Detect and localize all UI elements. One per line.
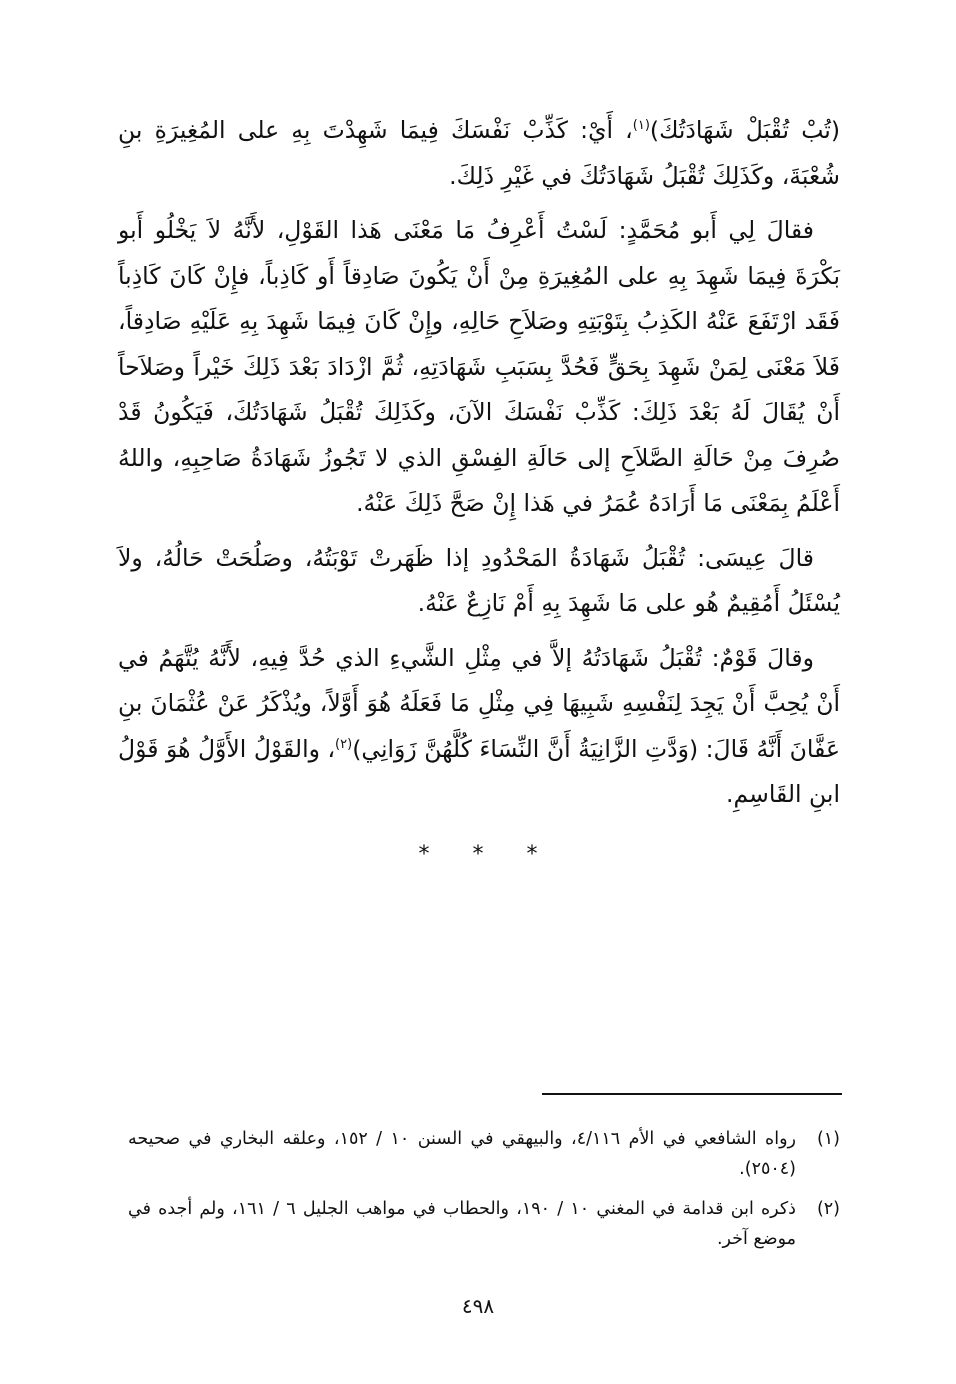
footnote-1-text: رواه الشافعي في الأم ٤/١١٦، والبيهقي في السنن ١٠ / ١٥٢، وعلقه البخاري في صحيحه (٢٥٠٤).: [128, 1129, 796, 1179]
section-separator: [0, 842, 956, 867]
paragraph-4: [118, 636, 840, 818]
footnote-1: [128, 1124, 840, 1184]
footnote-2-number: (٢): [816, 1199, 840, 1219]
paragraph-1: [118, 108, 840, 199]
paragraph-3-text: قالَ عِيسَى: تُقْبَلُ شَهَادَةُ المَحْدُودِ إذا ظَهَرتْ تَوْبَتُهُ، وصَلُحَتْ حَالُهُ، ولاَ يُسْئَلُ أَمُقِيمٌ هُو على مَا شَهِدَ بِهِ أَمْ نَازِعٌ عَنْهُ.: [118, 543, 840, 617]
paragraph-1-text-b: ، أَيْ: كَذِّبْ نَفْسَكَ فِيمَا شَهِدْتَ بِهِ على المُغِيرَةِ بنِ شُعْبَةَ، وكَذَلِكَ تُقْبَلُ شَهَادَتُكَ في غَيْرِ ذَلِكَ.: [118, 116, 840, 190]
paragraph-2: [118, 208, 840, 527]
separator-star-1: *: [418, 842, 430, 867]
footnote-2: [128, 1194, 840, 1254]
separator-star-3: *: [526, 842, 538, 867]
footnotes: [128, 1124, 840, 1264]
footnote-2-text: ذكره ابن قدامة في المغني ١٠ / ١٩٠، والحطاب في مواهب الجليل ٦ / ١٦١، ولم أجده في موضع آخر.: [128, 1199, 796, 1249]
paragraph-4-text-a: وقالَ قَوْمٌ: تُقْبَلُ شَهَادَتُهُ إلاَّ في مِثْلِ الشَّيءِ الذي حُدَّ فِيهِ، لأَنَّهُ يُتَّهَمُ في أَنْ يُحِبَّ أَنْ يَجِدَ لِنَفْسِهِ شَبِيهَا فِي مِثْلِ مَا فَعَلَهُ هُوَ أَوَّلاً، ويُذْكَرُ عَنْ عُثْمَانَ بنِ عَفَّانَ أَنَّهُ قَالَ: (وَدَّتِ الزَّانِيَةُ أَنَّ النِّسَاءَ كُلَّهُنَّ زَوَانِي): [118, 643, 840, 763]
separator-star-2: *: [472, 842, 484, 867]
footnote-divider: [542, 1093, 842, 1095]
paragraph-1-text-a: (تُبْ تُقْبَلْ شَهَادَتُكَ): [649, 116, 841, 144]
paragraph-3: [118, 536, 840, 627]
footnote-ref-1: (١): [632, 118, 650, 134]
paragraph-4-text-b: ، والقَوْلُ الأَوَّلُ هُوَ قَوْلُ ابنِ القَاسِمِ.: [118, 734, 840, 808]
paragraph-2-text: فقالَ لِي أَبو مُحَمَّدٍ: لَسْتُ أَعْرِفُ مَا مَعْنَى هَذا القَوْلِ، لأَنَّهُ لاَ يَخْلُو أَبو بَكْرَةَ فِيمَا شَهِدَ بِهِ على المُغِيرَةِ مِنْ أَنْ يَكُونَ صَادِقاً أَو كَاذِباً، فإِنْ كَانَ كَاذِباً فَقَد ارْتَفَعَ عَنْهُ الكَذِبُ بِتَوْبَتِهِ وصَلاَحِ حَالِهِ، وإِنْ كَانَ فِيمَا شَهِدَ بِهِ عَلَيْهِ صَادِقاً، فَلاَ مَعْنَى لِمَنْ شَهِدَ بِحَقٍّ فَحُدَّ بِسَبَبِ شَهَادَتِهِ، ثُمَّ ازْدَادَ بَعْدَ ذَلِكَ خَيْراً وصَلاَحاً أَنْ يُقَالَ لَهُ بَعْدَ ذَلِكَ: كَذِّبْ نَفْسَكَ الآنَ، وكَذَلِكَ تُقْبَلُ شَهَادَتُكَ، فَيَكُونُ قَدْ صُرِفَ مِنْ حَالَةِ الصَّلاَحِ إلى حَالَةِ الفِسْقِ الذي لا تَجُوزُ شَهَادَةُ صَاحِبِهِ، واللهُ أَعْلَمُ بِمَعْنَى مَا أَرَادَهُ عُمَرُ في هَذا إِنْ صَحَّ ذَلِكَ عَنْهُ.: [118, 216, 840, 517]
footnote-1-number: (١): [816, 1129, 840, 1149]
main-text-body: [118, 108, 840, 827]
footnote-ref-2: (٢): [335, 736, 353, 752]
page-number: ٤٩٨: [461, 1294, 495, 1318]
